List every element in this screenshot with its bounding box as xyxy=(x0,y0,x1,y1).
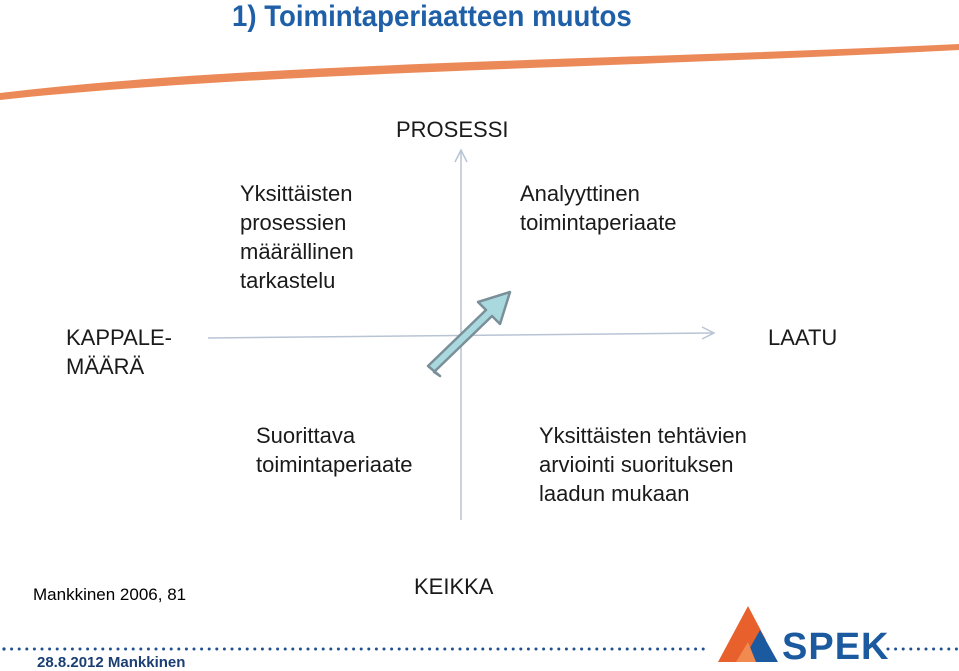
footer-dot xyxy=(367,648,370,651)
quadrant-bottom-left-line-1: Suorittava xyxy=(256,423,356,448)
quadrant-top-left-line-3: määrällinen xyxy=(240,239,354,264)
footer-dot xyxy=(618,648,621,651)
footer-dot xyxy=(459,648,462,651)
footer-dot xyxy=(588,648,591,651)
footer-dot xyxy=(238,648,241,651)
footer-dot xyxy=(633,648,636,651)
footer-dot xyxy=(451,648,454,651)
footer-dot xyxy=(10,648,13,651)
footer-dot xyxy=(489,648,492,651)
axis-label-right: LAATU xyxy=(768,325,838,350)
quadrant-bottom-left-line-2: toimintaperiaate xyxy=(256,452,413,477)
footer-dot xyxy=(200,648,203,651)
footer-dot xyxy=(223,648,226,651)
footer-dot xyxy=(352,648,355,651)
footer-dot xyxy=(284,648,287,651)
footer-dot xyxy=(481,648,484,651)
footer-dot xyxy=(398,648,401,651)
quadrant-bottom-left xyxy=(256,421,413,479)
quadrant-bottom-right xyxy=(539,421,747,508)
footer-dot xyxy=(208,648,211,651)
footer-dot xyxy=(56,648,59,651)
footer-dot xyxy=(33,648,36,651)
axis-label-top: PROSESSI xyxy=(396,117,509,142)
footer-dot xyxy=(307,648,310,651)
footer-dot xyxy=(497,648,500,651)
footer-dot xyxy=(955,648,958,651)
footer-dot xyxy=(276,648,279,651)
footer-dot xyxy=(421,648,424,651)
footer-dot xyxy=(894,648,897,651)
footer-dot xyxy=(917,648,920,651)
footer-dot xyxy=(41,648,44,651)
footer-dot xyxy=(86,648,89,651)
footer-dot xyxy=(48,648,51,651)
footer-dot xyxy=(185,648,188,651)
axis-label-left-line-1: KAPPALE- xyxy=(66,325,172,350)
footer-dot xyxy=(443,648,446,651)
footer-date-author: 28.8.2012 Mankkinen xyxy=(37,654,186,671)
quadrant-bottom-right-line-2: arviointi suorituksen xyxy=(539,452,734,477)
footer-dot xyxy=(360,648,363,651)
footer-dot xyxy=(664,648,667,651)
page-title: 1) Toimintaperiaatteen muutos xyxy=(232,0,632,33)
footer-dot xyxy=(155,648,158,651)
footer-dot xyxy=(519,648,522,651)
footer-dot xyxy=(101,648,104,651)
spek-logo-icon xyxy=(718,606,778,662)
footer-dot xyxy=(557,648,560,651)
footer-dot xyxy=(94,648,97,651)
footer-dot xyxy=(246,648,249,651)
footer-dot xyxy=(63,648,66,651)
footer-dot xyxy=(170,648,173,651)
footer-dot xyxy=(215,648,218,651)
footer-dot xyxy=(595,648,598,651)
footer-dot xyxy=(474,648,477,651)
footer-dot xyxy=(337,648,340,651)
footer-dot xyxy=(649,648,652,651)
footer-dot xyxy=(109,648,112,651)
footer-dot xyxy=(25,648,28,651)
footer-dot xyxy=(656,648,659,651)
footer-dot xyxy=(535,648,538,651)
quadrant-top-right xyxy=(520,179,677,237)
footer-dot xyxy=(314,648,317,651)
footer-dot xyxy=(162,648,165,651)
footer-dot xyxy=(527,648,530,651)
footer-dot xyxy=(231,648,234,651)
title-swoosh xyxy=(0,44,959,100)
footer-dot xyxy=(542,648,545,651)
footer-dot xyxy=(345,648,348,651)
footer-dot xyxy=(512,648,515,651)
footer-dot xyxy=(626,648,629,651)
quadrant-top-right-line-1: Analyyttinen xyxy=(520,181,640,206)
footer-dot xyxy=(269,648,272,651)
source-citation: Mankkinen 2006, 81 xyxy=(33,585,187,604)
quadrant-top-left xyxy=(240,179,354,295)
footer-dot xyxy=(329,648,332,651)
footer-dot xyxy=(504,648,507,651)
axis-label-left-line-2: MÄÄRÄ xyxy=(66,354,145,379)
quadrant-top-left-line-2: prosessien xyxy=(240,210,347,235)
footer-dot xyxy=(550,648,553,651)
footer-dot xyxy=(79,648,82,651)
footer-dot xyxy=(466,648,469,651)
footer-dot xyxy=(177,648,180,651)
axis-label-bottom: KEIKKA xyxy=(414,574,494,599)
footer-dot xyxy=(932,648,935,651)
footer-dot xyxy=(947,648,950,651)
footer-dot xyxy=(291,648,294,651)
footer-dot xyxy=(193,648,196,651)
footer-dot xyxy=(611,648,614,651)
quadrant-bottom-right-line-1: Yksittäisten tehtävien xyxy=(539,423,747,448)
footer-dot xyxy=(139,648,142,651)
footer-dot xyxy=(413,648,416,651)
footer-dot xyxy=(405,648,408,651)
footer-dot xyxy=(375,648,378,651)
footer-dot xyxy=(383,648,386,651)
quadrant-top-right-line-2: toimintaperiaate xyxy=(520,210,677,235)
quadrant-top-left-line-1: Yksittäisten xyxy=(240,181,353,206)
footer-dot xyxy=(603,648,606,651)
footer-dot xyxy=(702,648,705,651)
footer-dot xyxy=(117,648,120,651)
footer-dot xyxy=(940,648,943,651)
quadrant-bottom-right-line-3: laadun mukaan xyxy=(539,481,690,506)
footer-dot xyxy=(641,648,644,651)
footer-dot xyxy=(687,648,690,651)
footer-dot xyxy=(671,648,674,651)
footer-dot xyxy=(253,648,256,651)
footer-dot xyxy=(299,648,302,651)
footer-dot xyxy=(428,648,431,651)
spek-logo-text: SPEK xyxy=(782,626,890,668)
footer-dot xyxy=(436,648,439,651)
footer-dot xyxy=(390,648,393,651)
footer-dot xyxy=(132,648,135,651)
footer-dot xyxy=(925,648,928,651)
footer-dots-row-left xyxy=(3,648,705,651)
footer-dot xyxy=(902,648,905,651)
footer-dot xyxy=(18,648,21,651)
footer-dot xyxy=(580,648,583,651)
footer-dot xyxy=(565,648,568,651)
footer-dot xyxy=(261,648,264,651)
footer-dot xyxy=(3,648,6,651)
footer-dot xyxy=(573,648,576,651)
footer-dot xyxy=(71,648,74,651)
change-arrow xyxy=(428,292,510,376)
footer-dot xyxy=(909,648,912,651)
footer-dot xyxy=(124,648,127,651)
footer-dot xyxy=(322,648,325,651)
footer-dots-row-right xyxy=(887,648,958,651)
footer-dot xyxy=(694,648,697,651)
footer-dot xyxy=(147,648,150,651)
footer-dot xyxy=(679,648,682,651)
axis-label-left xyxy=(66,323,172,381)
quadrant-top-left-line-4: tarkastelu xyxy=(240,268,336,293)
